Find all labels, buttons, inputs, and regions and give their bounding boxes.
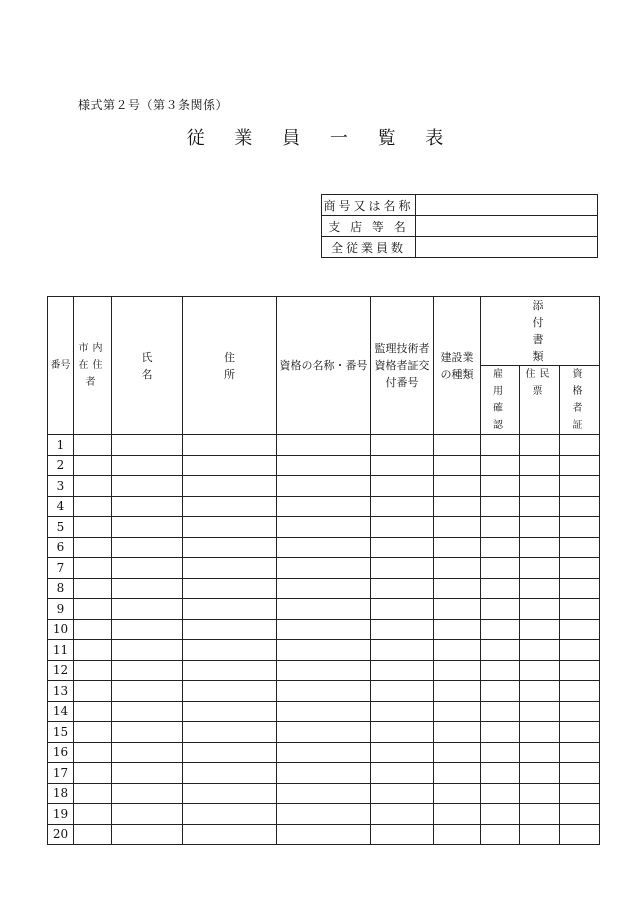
table-cell[interactable]	[481, 640, 520, 661]
header-qualification-cert	[560, 366, 600, 435]
table-cell[interactable]	[481, 619, 520, 640]
table-cell[interactable]	[277, 722, 371, 743]
table-cell[interactable]	[560, 537, 600, 558]
table-cell[interactable]	[74, 455, 112, 476]
employee-list-table	[47, 296, 600, 845]
table-cell[interactable]	[112, 558, 183, 579]
table-cell[interactable]	[434, 619, 481, 640]
table-cell[interactable]	[112, 455, 183, 476]
table-cell[interactable]	[371, 599, 434, 620]
table-cell[interactable]	[74, 599, 112, 620]
table-cell[interactable]	[481, 824, 520, 845]
table-row	[48, 681, 600, 702]
table-cell[interactable]	[183, 476, 277, 497]
table-cell[interactable]	[112, 476, 183, 497]
header-local-resident	[74, 297, 112, 435]
table-cell[interactable]	[277, 599, 371, 620]
table-cell[interactable]	[277, 578, 371, 599]
table-cell[interactable]	[481, 455, 520, 476]
table-cell[interactable]	[74, 496, 112, 517]
company-info-table	[321, 194, 598, 258]
table-cell[interactable]	[434, 578, 481, 599]
row-number: 4	[48, 496, 74, 517]
table-cell[interactable]	[74, 578, 112, 599]
header-supervisor	[371, 297, 434, 435]
table-cell[interactable]	[74, 558, 112, 579]
table-cell[interactable]	[371, 435, 434, 456]
table-cell[interactable]	[481, 722, 520, 743]
table-cell[interactable]	[520, 824, 560, 845]
table-cell[interactable]	[183, 578, 277, 599]
table-cell[interactable]	[520, 660, 560, 681]
document-title: 従 業 員 一 覧 表	[186, 128, 456, 149]
table-cell[interactable]	[277, 763, 371, 784]
table-row	[48, 824, 600, 845]
header-employment-confirm-text: 雇用確認	[493, 369, 507, 431]
table-row	[48, 640, 600, 661]
header-number-text: 番号	[50, 360, 71, 371]
table-cell[interactable]	[112, 640, 183, 661]
table-cell[interactable]	[112, 578, 183, 599]
table-cell[interactable]	[481, 681, 520, 702]
table-cell[interactable]	[183, 824, 277, 845]
table-cell[interactable]	[183, 701, 277, 722]
row-number: 14	[48, 701, 74, 722]
row-number: 5	[48, 517, 74, 538]
table-cell[interactable]	[371, 578, 434, 599]
branch-name-field[interactable]	[416, 216, 598, 237]
table-row	[48, 783, 600, 804]
table-cell[interactable]	[520, 701, 560, 722]
table-cell[interactable]	[112, 496, 183, 517]
table-cell[interactable]	[74, 537, 112, 558]
table-cell[interactable]	[434, 435, 481, 456]
table-cell[interactable]	[112, 742, 183, 763]
row-number: 19	[48, 804, 74, 825]
row-number: 11	[48, 640, 74, 661]
table-cell[interactable]	[277, 640, 371, 661]
total-employees-field[interactable]	[416, 237, 598, 258]
row-number: 18	[48, 783, 74, 804]
table-cell[interactable]	[183, 435, 277, 456]
table-cell[interactable]	[277, 496, 371, 517]
table-cell[interactable]	[481, 599, 520, 620]
table-cell[interactable]	[371, 783, 434, 804]
row-number: 20	[48, 824, 74, 845]
table-cell[interactable]	[277, 824, 371, 845]
table-cell[interactable]	[434, 455, 481, 476]
header-resident-card-text: 住民票	[525, 369, 554, 397]
table-cell[interactable]	[371, 476, 434, 497]
table-cell[interactable]	[371, 558, 434, 579]
table-cell[interactable]	[481, 537, 520, 558]
header-qualification	[277, 297, 371, 435]
table-cell[interactable]	[434, 763, 481, 784]
header-number	[48, 297, 74, 435]
table-cell[interactable]	[520, 722, 560, 743]
header-employment-confirm	[481, 366, 520, 435]
table-cell[interactable]	[183, 783, 277, 804]
header-qualification-text: 資格の名称・番号	[279, 359, 368, 372]
table-cell[interactable]	[112, 619, 183, 640]
table-cell[interactable]	[560, 824, 600, 845]
table-cell[interactable]	[112, 722, 183, 743]
table-cell[interactable]	[371, 824, 434, 845]
table-cell[interactable]	[560, 804, 600, 825]
table-cell[interactable]	[112, 783, 183, 804]
table-cell[interactable]	[434, 701, 481, 722]
table-cell[interactable]	[520, 763, 560, 784]
table-row	[48, 435, 600, 456]
table-cell[interactable]	[481, 558, 520, 579]
table-cell[interactable]	[183, 455, 277, 476]
table-cell[interactable]	[183, 496, 277, 517]
table-cell[interactable]	[560, 517, 600, 538]
table-cell[interactable]	[183, 804, 277, 825]
table-cell[interactable]	[520, 517, 560, 538]
row-number: 17	[48, 763, 74, 784]
table-cell[interactable]	[112, 824, 183, 845]
header-local-resident-text: 市内在住者	[78, 343, 107, 388]
table-cell[interactable]	[371, 537, 434, 558]
table-cell[interactable]	[74, 435, 112, 456]
table-cell[interactable]	[371, 660, 434, 681]
table-cell[interactable]	[434, 599, 481, 620]
table-cell[interactable]	[520, 537, 560, 558]
table-row	[48, 496, 600, 517]
table-cell[interactable]	[277, 660, 371, 681]
table-cell[interactable]	[183, 558, 277, 579]
table-cell[interactable]	[183, 517, 277, 538]
table-cell[interactable]	[277, 558, 371, 579]
table-cell[interactable]	[434, 496, 481, 517]
table-cell[interactable]	[560, 783, 600, 804]
table-cell[interactable]	[371, 742, 434, 763]
table-cell[interactable]	[434, 660, 481, 681]
table-cell[interactable]	[112, 537, 183, 558]
table-cell[interactable]	[183, 619, 277, 640]
table-cell[interactable]	[371, 701, 434, 722]
header-resident-card	[520, 366, 560, 435]
table-cell[interactable]	[520, 476, 560, 497]
table-cell[interactable]	[481, 517, 520, 538]
table-cell[interactable]	[74, 783, 112, 804]
table-cell[interactable]	[520, 455, 560, 476]
table-cell[interactable]	[481, 742, 520, 763]
table-cell[interactable]	[74, 742, 112, 763]
table-cell[interactable]	[277, 517, 371, 538]
header-address-text: 住 所	[224, 350, 263, 381]
table-cell[interactable]	[560, 742, 600, 763]
header-construction-type-text: 建設業の種類	[440, 350, 474, 381]
table-cell[interactable]	[371, 496, 434, 517]
table-cell[interactable]	[520, 681, 560, 702]
table-cell[interactable]	[520, 435, 560, 456]
header-attachments-text: 添 付 書 類	[532, 299, 572, 363]
table-cell[interactable]	[560, 455, 600, 476]
table-cell[interactable]	[74, 722, 112, 743]
header-construction-type	[434, 297, 481, 435]
table-cell[interactable]	[520, 783, 560, 804]
table-cell[interactable]	[371, 763, 434, 784]
table-cell[interactable]	[434, 476, 481, 497]
row-number: 3	[48, 476, 74, 497]
row-number: 15	[48, 722, 74, 743]
table-cell[interactable]	[112, 517, 183, 538]
header-name	[112, 297, 183, 435]
row-number: 9	[48, 599, 74, 620]
table-row	[48, 578, 600, 599]
table-cell[interactable]	[371, 517, 434, 538]
table-cell[interactable]	[481, 435, 520, 456]
header-attachments	[481, 297, 600, 366]
table-cell[interactable]	[277, 742, 371, 763]
table-cell[interactable]	[434, 783, 481, 804]
table-cell[interactable]	[371, 722, 434, 743]
table-cell[interactable]	[560, 640, 600, 661]
row-number: 8	[48, 578, 74, 599]
table-cell[interactable]	[183, 660, 277, 681]
table-cell[interactable]	[112, 701, 183, 722]
table-row	[48, 763, 600, 784]
table-row	[48, 476, 600, 497]
row-number: 13	[48, 681, 74, 702]
table-cell[interactable]	[112, 763, 183, 784]
table-cell[interactable]	[434, 640, 481, 661]
table-cell[interactable]	[520, 558, 560, 579]
table-cell[interactable]	[277, 804, 371, 825]
row-number: 7	[48, 558, 74, 579]
table-cell[interactable]	[74, 804, 112, 825]
row-number: 12	[48, 660, 74, 681]
table-cell[interactable]	[371, 619, 434, 640]
table-cell[interactable]	[560, 558, 600, 579]
table-cell[interactable]	[74, 660, 112, 681]
table-cell[interactable]	[481, 578, 520, 599]
table-cell[interactable]	[277, 455, 371, 476]
table-cell[interactable]	[74, 517, 112, 538]
table-cell[interactable]	[481, 701, 520, 722]
table-cell[interactable]	[112, 660, 183, 681]
table-cell[interactable]	[74, 619, 112, 640]
table-cell[interactable]	[481, 476, 520, 497]
table-cell[interactable]	[481, 804, 520, 825]
table-cell[interactable]	[434, 558, 481, 579]
table-cell[interactable]	[481, 763, 520, 784]
table-row	[48, 517, 600, 538]
table-cell[interactable]	[112, 435, 183, 456]
table-cell[interactable]	[183, 681, 277, 702]
table-cell[interactable]	[560, 660, 600, 681]
table-cell[interactable]	[560, 681, 600, 702]
company-name-field[interactable]	[416, 195, 598, 216]
company-name-label: 商号又は名称	[322, 195, 416, 216]
table-cell[interactable]	[371, 681, 434, 702]
table-row	[48, 742, 600, 763]
table-cell[interactable]	[112, 681, 183, 702]
table-cell[interactable]	[74, 824, 112, 845]
table-cell[interactable]	[481, 783, 520, 804]
table-cell[interactable]	[434, 824, 481, 845]
table-cell[interactable]	[560, 578, 600, 599]
table-cell[interactable]	[277, 435, 371, 456]
table-cell[interactable]	[183, 742, 277, 763]
table-cell[interactable]	[434, 722, 481, 743]
table-cell[interactable]	[183, 763, 277, 784]
row-number: 16	[48, 742, 74, 763]
table-cell[interactable]	[560, 763, 600, 784]
header-address	[183, 297, 277, 435]
table-row	[48, 660, 600, 681]
table-cell[interactable]	[520, 619, 560, 640]
table-cell[interactable]	[434, 537, 481, 558]
table-row	[48, 455, 600, 476]
table-cell[interactable]	[371, 455, 434, 476]
table-cell[interactable]	[371, 804, 434, 825]
table-cell[interactable]	[74, 640, 112, 661]
row-number: 6	[48, 537, 74, 558]
table-cell[interactable]	[277, 701, 371, 722]
table-cell[interactable]	[74, 763, 112, 784]
header-qualification-cert-text: 資格者証	[572, 369, 587, 431]
table-row	[48, 619, 600, 640]
table-cell[interactable]	[74, 681, 112, 702]
table-cell[interactable]	[74, 476, 112, 497]
total-employees-label: 全従業員数	[322, 237, 416, 258]
table-cell[interactable]	[74, 701, 112, 722]
table-cell[interactable]	[481, 496, 520, 517]
table-cell[interactable]	[183, 722, 277, 743]
table-cell[interactable]	[277, 619, 371, 640]
table-cell[interactable]	[481, 660, 520, 681]
table-cell[interactable]	[277, 476, 371, 497]
table-row	[48, 804, 600, 825]
table-cell[interactable]	[183, 640, 277, 661]
row-number: 10	[48, 619, 74, 640]
table-row	[48, 599, 600, 620]
header-name-text: 氏 名	[141, 350, 175, 381]
table-cell[interactable]	[277, 681, 371, 702]
table-row	[48, 558, 600, 579]
row-number: 2	[48, 455, 74, 476]
branch-name-label: 支 店 等 名	[322, 216, 416, 237]
table-cell[interactable]	[520, 496, 560, 517]
table-row	[48, 537, 600, 558]
table-cell[interactable]	[520, 742, 560, 763]
table-cell[interactable]	[183, 599, 277, 620]
table-cell[interactable]	[560, 619, 600, 640]
row-number: 1	[48, 435, 74, 456]
table-cell[interactable]	[520, 578, 560, 599]
table-cell[interactable]	[560, 599, 600, 620]
table-cell[interactable]	[434, 742, 481, 763]
table-cell[interactable]	[520, 804, 560, 825]
table-cell[interactable]	[277, 537, 371, 558]
table-cell[interactable]	[112, 599, 183, 620]
table-cell[interactable]	[520, 599, 560, 620]
table-cell[interactable]	[560, 476, 600, 497]
table-row	[48, 701, 600, 722]
form-number: 様式第２号（第３条関係）	[78, 98, 229, 112]
table-cell[interactable]	[434, 681, 481, 702]
header-supervisor-text: 監理技術者資格者証交付番号	[374, 342, 430, 389]
table-cell[interactable]	[371, 640, 434, 661]
table-cell[interactable]	[434, 804, 481, 825]
table-cell[interactable]	[520, 640, 560, 661]
table-cell[interactable]	[560, 722, 600, 743]
table-cell[interactable]	[434, 517, 481, 538]
table-cell[interactable]	[560, 496, 600, 517]
table-cell[interactable]	[560, 435, 600, 456]
table-cell[interactable]	[277, 783, 371, 804]
table-cell[interactable]	[183, 537, 277, 558]
table-row	[48, 722, 600, 743]
table-cell[interactable]	[112, 804, 183, 825]
table-cell[interactable]	[560, 701, 600, 722]
